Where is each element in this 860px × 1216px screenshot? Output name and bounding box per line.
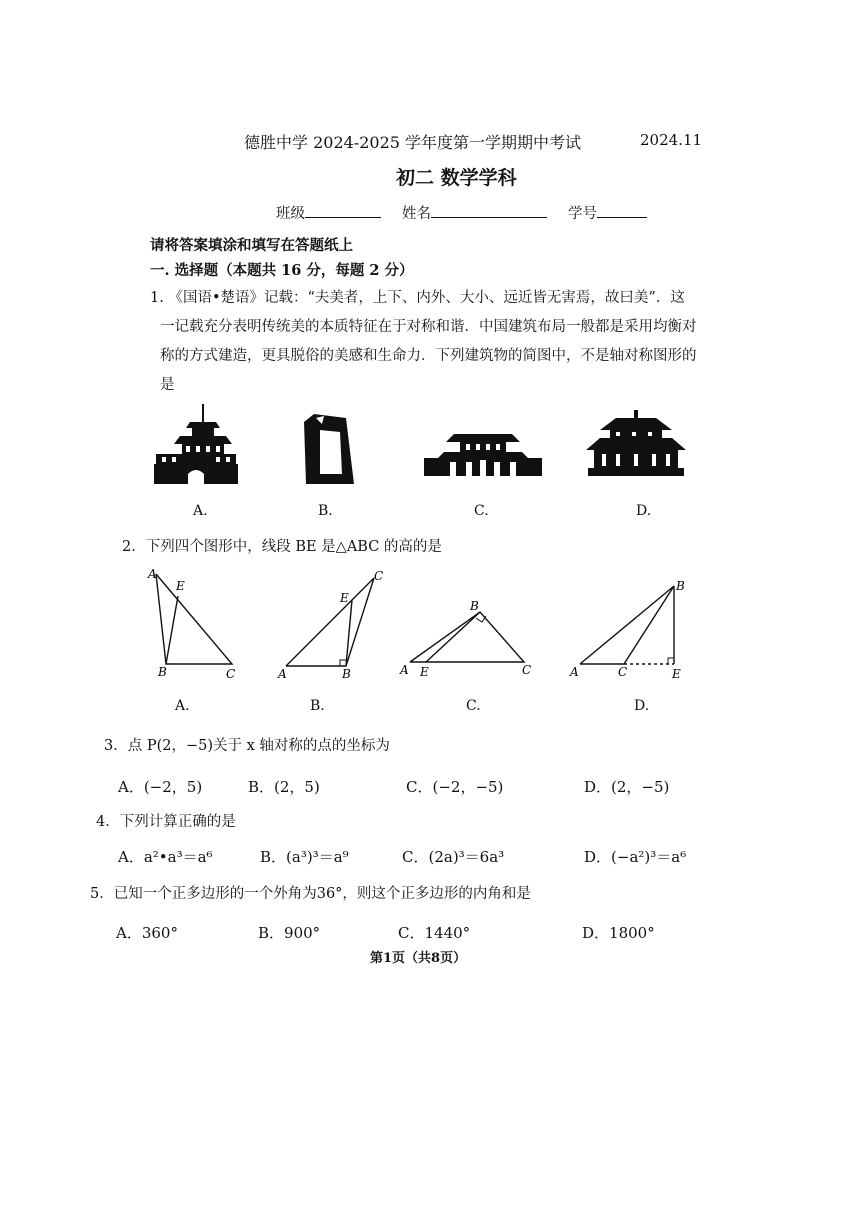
q2-figure-d — [566, 576, 694, 688]
q2-figure-a — [144, 566, 244, 686]
q4-stem: 4．下列计算正确的是 — [96, 814, 236, 830]
q3-option-a[interactable]: A．(−2，5) — [118, 778, 203, 796]
q1-option-b[interactable]: B. — [318, 503, 333, 519]
fig-b-label-e: E — [340, 591, 349, 605]
fig-c-label-e: E — [420, 665, 429, 679]
q2-option-c[interactable]: C. — [466, 698, 481, 714]
q1-line2: 一记载充分表明传统美的本质特征在于对称和谐．中国建筑布局一般都是采用均衡对 — [160, 319, 697, 335]
fig-d-label-e: E — [672, 667, 681, 681]
id-blank[interactable] — [597, 203, 647, 218]
q2-option-d[interactable]: D. — [634, 698, 650, 714]
q4-option-b[interactable]: B．(a³)³＝a⁹ — [260, 848, 349, 866]
building-b-image — [302, 410, 358, 486]
building-c-image — [424, 424, 542, 476]
class-label: 班级 — [276, 206, 305, 222]
q5-stem: 5．已知一个正多边形的一个外角为36°，则这个正多边形的内角和是 — [90, 886, 531, 902]
id-field[interactable] — [568, 202, 647, 223]
name-label: 姓名 — [402, 206, 431, 222]
q2-figure-c — [396, 596, 546, 682]
q5-option-b[interactable]: B．900° — [258, 924, 321, 942]
subject-title: 初二 数学学科 — [396, 167, 517, 189]
class-field[interactable] — [276, 202, 381, 223]
fig-b-label-c: C — [374, 569, 384, 583]
q4-option-d[interactable]: D．(−a²)³＝a⁶ — [584, 848, 687, 866]
building-d-image — [586, 410, 686, 478]
q2-option-a[interactable]: A. — [175, 698, 190, 714]
q3-option-b[interactable]: B．(2，5) — [248, 778, 320, 796]
section-heading: 一. 选择题（本题共 16 分，每题 2 分） — [150, 262, 414, 279]
q1-line4: 是 — [160, 377, 175, 393]
exam-title: 德胜中学 2024-2025 学年度第一学期期中考试 — [244, 133, 582, 152]
q1-option-c[interactable]: C. — [474, 503, 489, 519]
fig-c-label-b: B — [470, 599, 479, 613]
fig-b-label-a: A — [278, 667, 287, 681]
name-blank[interactable] — [431, 203, 547, 218]
name-field[interactable] — [402, 202, 547, 223]
q2-figure-b — [270, 566, 386, 686]
q5-option-d[interactable]: D．1800° — [582, 924, 655, 942]
q1-option-a[interactable]: A. — [193, 503, 208, 519]
q3-stem: 3．点 P(2，−5)关于 x 轴对称的点的坐标为 — [104, 738, 390, 754]
class-blank[interactable] — [305, 203, 381, 218]
exam-date: 2024.11 — [640, 131, 703, 149]
building-a-image — [150, 402, 242, 488]
q5-option-a[interactable]: A．360° — [116, 924, 178, 942]
fig-d-label-a: A — [570, 665, 579, 679]
q3-option-d[interactable]: D．(2，−5) — [584, 778, 670, 796]
q5-option-c[interactable]: C．1440° — [398, 924, 471, 942]
fig-c-label-c: C — [522, 663, 532, 677]
fig-a-label-e: E — [176, 579, 185, 593]
fig-c-label-a: A — [400, 663, 409, 677]
fig-a-label-b: B — [158, 665, 167, 679]
instruction: 请将答案填涂和填写在答题纸上 — [150, 237, 353, 254]
q2-option-b[interactable]: B. — [310, 698, 325, 714]
page-footer: 第1页（共8页） — [370, 951, 467, 966]
q2-stem: 2．下列四个图形中，线段 BE 是△ABC 的高的是 — [122, 539, 442, 555]
id-label: 学号 — [568, 206, 597, 222]
fig-a-label-a: A — [148, 567, 157, 581]
fig-d-label-c: C — [618, 665, 628, 679]
q1-line1: 1. 《国语•楚语》记载：“夫美者，上下、内外、大小、远近皆无害焉，故曰美”．这 — [150, 290, 685, 306]
fig-a-label-c: C — [226, 667, 236, 681]
q1-line3: 称的方式建造，更具脱俗的美感和生命力．下列建筑物的简图中，不是轴对称图形的 — [160, 348, 697, 364]
q4-option-a[interactable]: A．a²•a³＝a⁶ — [118, 848, 213, 866]
fig-d-label-b: B — [676, 579, 685, 593]
q4-option-c[interactable]: C．(2a)³＝6a³ — [402, 848, 505, 866]
fig-b-label-b: B — [342, 667, 351, 681]
q1-option-d[interactable]: D. — [636, 503, 652, 519]
q3-option-c[interactable]: C．(−2，−5) — [406, 778, 504, 796]
